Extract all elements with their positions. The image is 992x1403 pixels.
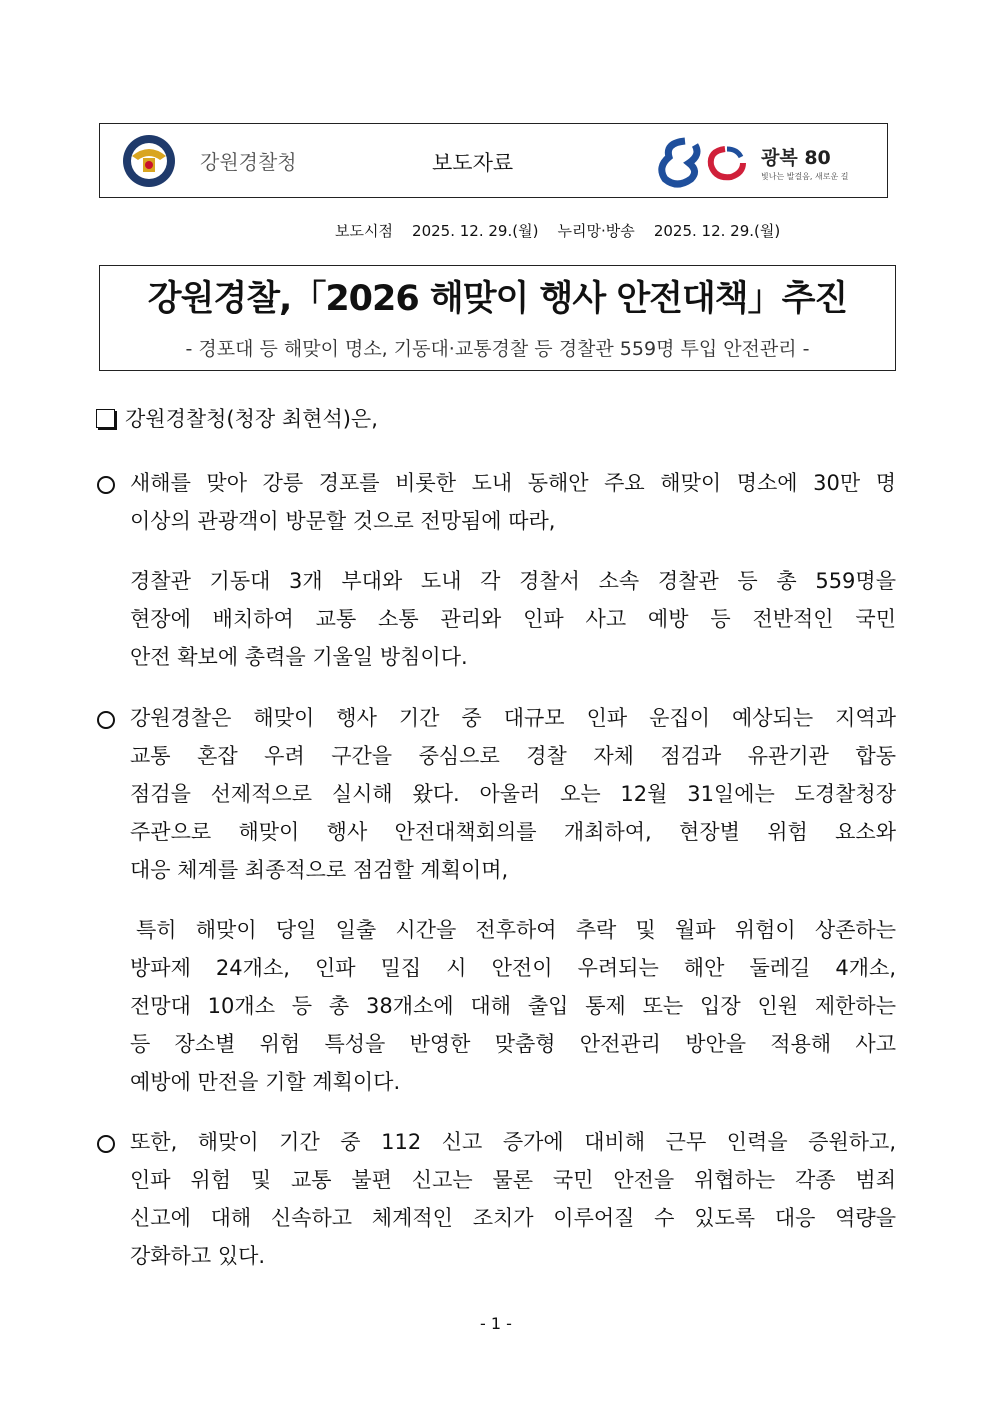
- paragraph-line: 경찰관 기동대 3개 부대와 도내 각 경찰서 소속 경찰관 등 총 559명을: [130, 569, 896, 593]
- section-heading: [96, 403, 378, 433]
- circle-bullet-icon: [97, 476, 115, 494]
- police-emblem-logo: [122, 134, 176, 188]
- release-info: [335, 220, 780, 241]
- paragraph-line: 안전 확보에 총력을 기울일 방침이다.: [130, 645, 468, 669]
- logo-slogan: 빛나는 발걸음, 새로운 길: [761, 172, 849, 181]
- circle-bullet-icon: [97, 711, 115, 729]
- paragraph-line: 점검을 선제적으로 실시해 왔다. 아울러 오는 12월 31일에는 도경찰청장: [130, 782, 896, 806]
- square-bullet-icon: [96, 409, 115, 428]
- paragraph-line: 특히 해맞이 당일 일출 시간을 전후하여 추락 및 월파 위험이 상존하는: [136, 918, 896, 942]
- logo-title: 광복 80: [761, 147, 831, 169]
- paragraph-line: 주관으로 해맞이 행사 안전대책회의를 개최하여, 현장별 위험 요소와: [130, 820, 896, 844]
- paragraph-line: 대응 체계를 최종적으로 점검할 계획이며,: [130, 858, 509, 882]
- subtitle: - 경포대 등 해맞이 명소, 기동대·교통경찰 등 경찰관 559명 투입 안전관리 -: [185, 338, 810, 360]
- paragraph-line: 신고에 대해 신속하고 체계적인 조치가 이루어질 수 있도록 대응 역량을: [130, 1206, 896, 1230]
- paragraph-line: 등 장소별 위험 특성을 반영한 맞춤형 안전관리 방안을 적용해 사고: [130, 1032, 896, 1056]
- paragraph-line: 교통 혼잡 우려 구간을 중심으로 경찰 자체 점검과 유관기관 합동: [130, 744, 896, 768]
- paragraph-line: 예방에 만전을 기할 계획이다.: [130, 1070, 401, 1094]
- paragraph-line: 방파제 24개소, 인파 밀집 시 안전이 우려되는 해안 둘레길 4개소,: [130, 956, 896, 980]
- release-label: 보도시점: [335, 222, 393, 240]
- paragraph-line: 강원경찰은 해맞이 행사 기간 중 대규모 인파 운집이 예상되는 지역과: [130, 706, 896, 730]
- circle-bullet-icon: [97, 1135, 115, 1153]
- paragraph-line: 또한, 해맞이 기간 중 112 신고 증가에 대비해 근무 인력을 증원하고,: [130, 1130, 896, 1154]
- document-type: 보도자료: [432, 151, 514, 175]
- broadcast-date: 2025. 12. 29.(월): [653, 222, 781, 240]
- main-title: 강원경찰,「2026 해맞이 행사 안전대책」추진: [147, 279, 848, 319]
- section-heading-text: 강원경찰청(청장 최현석)은,: [125, 407, 378, 431]
- paragraph-line: 전망대 10개소 등 총 38개소에 대해 출입 통제 또는 입장 인원 제한하는: [130, 994, 896, 1018]
- agency-name: 강원경찰청: [200, 150, 297, 174]
- liberation-80-logo: [655, 133, 867, 189]
- paragraph-line: 새해를 맞아 강릉 경포를 비롯한 도내 동해안 주요 해맞이 명소에 30만 명: [130, 471, 896, 495]
- paragraph-line: 이상의 관광객이 방문할 것으로 전망됨에 따라,: [130, 509, 556, 533]
- paragraph-line: 강화하고 있다.: [130, 1244, 266, 1268]
- paragraph-line: 현장에 배치하여 교통 소통 관리와 인파 사고 예방 등 전반적인 국민: [130, 607, 896, 631]
- paragraph-line: 인파 위험 및 교통 불편 신고는 물론 국민 안전을 위협하는 각종 범죄: [130, 1168, 896, 1192]
- broadcast-label: 누리망·방송: [557, 222, 635, 240]
- release-date: 2025. 12. 29.(월): [412, 222, 539, 240]
- page-number: - 1 -: [480, 1314, 512, 1333]
